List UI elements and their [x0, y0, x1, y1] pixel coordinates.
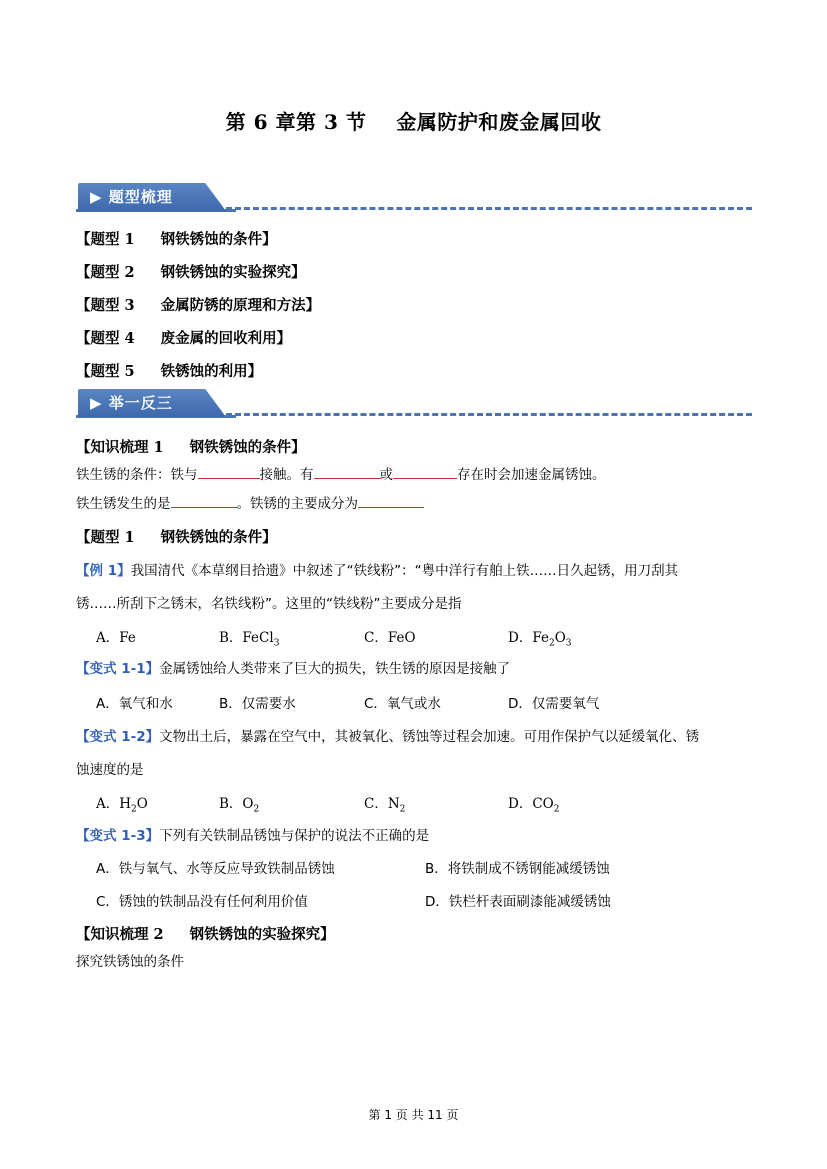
variant-label: 【变式 1-1】 — [76, 661, 160, 677]
option-d[interactable]: D．$CO_2$ — [508, 796, 560, 815]
type-item-3: 【题型 3 金属防锈的原理和方法】 — [76, 297, 321, 314]
type-item-4: 【题型 4 废金属的回收利用】 — [76, 330, 292, 347]
knowledge-2-text: 探究铁锈蚀的条件 — [76, 954, 184, 970]
fill-blank[interactable] — [314, 464, 380, 479]
option-b[interactable]: B．FeCl$_3$ — [219, 630, 280, 649]
option-d[interactable]: D．$Fe_2O_3$ — [508, 630, 572, 649]
fill-blank[interactable] — [358, 493, 424, 508]
option-b[interactable]: B．仅需要水 — [219, 696, 296, 712]
play-icon: ▶ — [90, 188, 103, 206]
option-c[interactable]: C．FeO — [364, 630, 416, 646]
option-a[interactable]: A．Fe — [96, 630, 136, 646]
knowledge-heading-2: 【知识梳理 2 钢铁锈蚀的实验探究】 — [76, 926, 335, 943]
example-label: 【例 1】 — [76, 563, 131, 579]
section-banner-practice — [76, 389, 752, 421]
section-banner-type-summary — [76, 183, 752, 215]
option-c[interactable]: C．氧气或水 — [364, 696, 441, 712]
type-item-2: 【题型 2 钢铁锈蚀的实验探究】 — [76, 264, 306, 281]
knowledge-heading-1: 【知识梳理 1 钢铁锈蚀的条件】 — [76, 439, 306, 456]
option-d[interactable]: D．仅需要氧气 — [508, 696, 600, 712]
variant-1-2-line-2: 蚀速度的是 — [76, 762, 144, 778]
page-title — [0, 106, 827, 135]
type-heading-1: 【题型 1 钢铁锈蚀的条件】 — [76, 529, 277, 546]
variant-1-2-line-1: 【变式 1-2】文物出土后，暴露在空气中，其被氧化、锈蚀等过程会加速。可用作保护气以延缓氧化、锈 — [76, 729, 700, 745]
option-c[interactable]: C．锈蚀的铁制品没有任何利用价值 — [96, 894, 308, 910]
title-chapter: 第 6 章第 3 节 — [225, 110, 367, 134]
option-a[interactable]: A．铁与氧气、水等反应导致铁制品锈蚀 — [96, 861, 335, 877]
page-footer: 第 1 页 共 11 页 — [368, 1108, 459, 1122]
banner-label: 题型梳理 — [108, 188, 173, 206]
knowledge-line-1: 铁生锈的条件：铁与 接触。有 或 存在时会加速金属锈蚀。 — [76, 463, 606, 483]
type-item-5: 【题型 5 铁锈蚀的利用】 — [76, 363, 263, 380]
title-topic: 金属防护和废金属回收 — [396, 110, 602, 134]
option-a[interactable]: A．$H_2O$ — [96, 796, 148, 815]
variant-1-3-question: 【变式 1-3】下列有关铁制品锈蚀与保护的说法不正确的是 — [76, 828, 430, 844]
example-1-line-2: 锈……所刮下之锈末，名铁线粉”。这里的“铁线粉”主要成分是指 — [76, 596, 462, 612]
fill-blank[interactable] — [171, 493, 237, 508]
example-1-line-1: 【例 1】我国清代《本草纲目拾遗》中叙述了“铁线粉”：“粤中洋行有舶上铁……日久起锈，用刀刮其 — [76, 563, 679, 579]
variant-1-1-question: 【变式 1-1】金属锈蚀给人类带来了巨大的损失，铁生锈的原因是接触了 — [76, 661, 511, 677]
banner-label: 举一反三 — [108, 394, 173, 412]
knowledge-line-2: 铁生锈发生的是 。铁锈的主要成分为 — [76, 492, 424, 512]
option-c[interactable]: C．$N_2$ — [364, 796, 406, 815]
fill-blank[interactable] — [198, 464, 260, 479]
option-a[interactable]: A．氧气和水 — [96, 696, 173, 712]
type-item-1: 【题型 1 钢铁锈蚀的条件】 — [76, 231, 277, 248]
option-d[interactable]: D．铁栏杆表面刷漆能减缓锈蚀 — [425, 894, 611, 910]
option-b[interactable]: B．将铁制成不锈钢能减缓锈蚀 — [425, 861, 610, 877]
fill-blank[interactable] — [393, 464, 457, 479]
option-b[interactable]: B．$O_2$ — [219, 796, 260, 815]
play-icon: ▶ — [90, 394, 103, 412]
variant-label: 【变式 1-2】 — [76, 729, 160, 745]
variant-label: 【变式 1-3】 — [76, 828, 160, 844]
